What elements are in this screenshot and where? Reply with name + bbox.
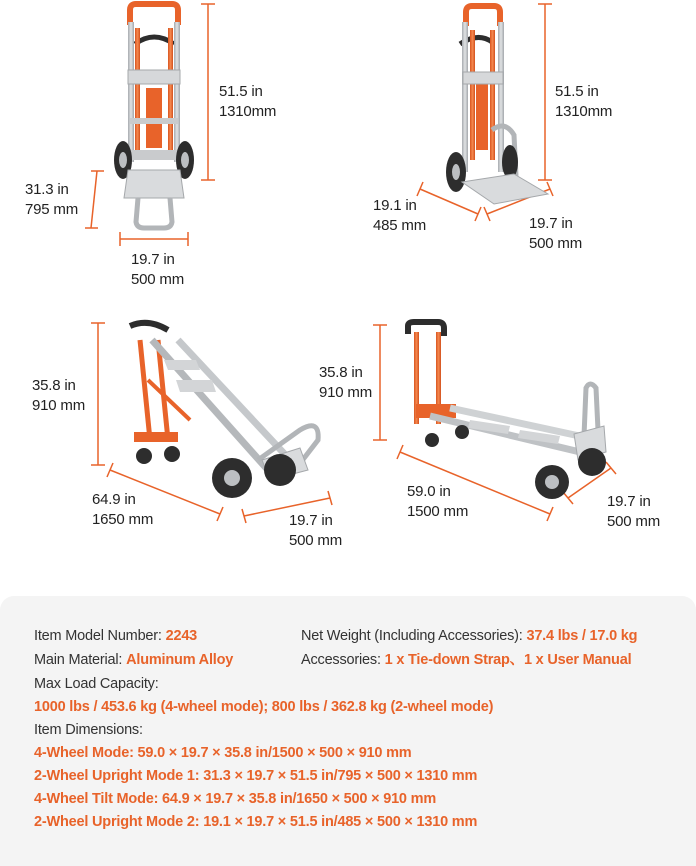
material-value: Aluminum Alloy xyxy=(126,652,234,668)
upright2-depth-label: 19.1 in 485 mm xyxy=(373,197,426,234)
dimension-four-wheel: 4-Wheel Mode: 59.0 × 19.7 × 35.8 in/1500 × 500 × 910 mm xyxy=(34,745,412,761)
four-wheel-width-label: 19.7 in 500 mm xyxy=(607,493,660,530)
model-number-row xyxy=(34,626,197,646)
accessories-label: Accessories: xyxy=(301,652,381,668)
upright1-depth-label: 31.3 in 795 mm xyxy=(25,181,78,218)
width-dimension-line xyxy=(120,232,188,246)
dimension-upright-2: 2-Wheel Upright Mode 2: 19.1 × 19.7 × 51.5 in/485 × 500 × 1310 mm xyxy=(34,814,478,830)
tilt-length-label: 64.9 in 1650 mm xyxy=(92,491,154,528)
material-row xyxy=(34,650,233,670)
specifications-panel xyxy=(0,596,696,866)
material-label: Main Material: xyxy=(34,652,123,668)
net-weight-row xyxy=(301,626,637,646)
net-weight-value: 37.4 lbs / 17.0 kg xyxy=(526,628,638,644)
upright-mode-1-drawing xyxy=(85,4,215,246)
tilt-height-label: 35.8 in 910 mm xyxy=(32,377,85,414)
accessories-value: 1 x Tie-down Strap、1 x User Manual xyxy=(384,652,632,668)
upright2-height-label: 51.5 in 1310mm xyxy=(555,83,613,120)
accessories-row xyxy=(301,650,631,670)
model-number-value: 2243 xyxy=(165,628,198,644)
upright2-width-label: 19.7 in 500 mm xyxy=(529,215,582,252)
model-number-label: Item Model Number: xyxy=(34,628,162,644)
dimensions-label: Item Dimensions: xyxy=(34,722,143,738)
net-weight-label: Net Weight (Including Accessories): xyxy=(301,628,523,644)
max-load-value: 1000 lbs / 453.6 kg (4-wheel mode); 800 lbs / 362.8 kg (2-wheel mode) xyxy=(34,699,494,715)
dimension-upright-1: 2-Wheel Upright Mode 1: 31.3 × 19.7 × 51.5 in/795 × 500 × 1310 mm xyxy=(34,768,478,784)
height-dimension-line xyxy=(373,325,387,440)
upright-mode-2-drawing xyxy=(417,4,553,221)
upright1-width-label: 19.7 in 500 mm xyxy=(131,251,184,288)
height-dimension-line xyxy=(538,4,552,180)
dimension-tilt: 4-Wheel Tilt Mode: 64.9 × 19.7 × 35.8 in/1650 × 500 × 910 mm xyxy=(34,791,437,807)
height-dimension-line xyxy=(201,4,215,180)
four-wheel-length-label: 59.0 in 1500 mm xyxy=(407,483,469,520)
upright1-height-label: 51.5 in 1310mm xyxy=(219,83,277,120)
tilt-width-label: 19.7 in 500 mm xyxy=(289,512,342,549)
depth-dimension-line xyxy=(85,171,104,228)
height-dimension-line xyxy=(91,323,105,465)
max-load-label: Max Load Capacity: xyxy=(34,676,159,692)
four-wheel-height-label: 35.8 in 910 mm xyxy=(319,364,372,401)
